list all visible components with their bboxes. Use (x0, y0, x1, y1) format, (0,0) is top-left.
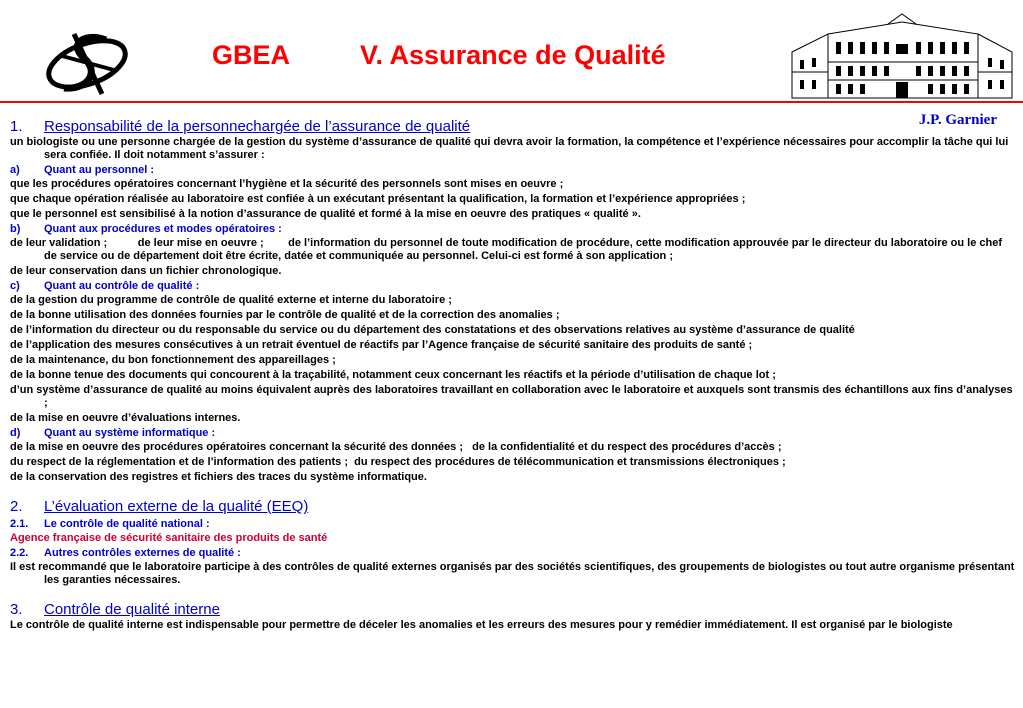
hospital-building-illustration-icon (788, 12, 1016, 104)
section-1-intro: un biologiste ou une personne chargée de la gestion du système d’assurance de qualité qui devra avoir la formation, la compétence et l’expérience nécessaires pour accomplir la tâche qui lui sera confiée. Il doit notamment s’assurer : (10, 136, 1009, 161)
agency-name: Agence française de sécurité sanitaire des produits de santé (10, 532, 328, 544)
list-item: de la bonne utilisation des données fournies par le contrôle de qualité et de la correction des anomalies ; (10, 309, 560, 321)
list-item: du respect de la réglementation et de l’information des patients ; du respect des procédures de télécommunication et transmissions électroniques ; (10, 456, 786, 468)
section-2-heading: 2. L’évaluation externe de la qualité (EEQ) (10, 498, 309, 515)
page-title (212, 40, 666, 71)
list-item: de la mise en oeuvre d’évaluations internes. (10, 412, 241, 424)
section-2-text: Il est recommandé que le laboratoire participe à des contrôles de qualité externes organisés par des sociétés scientifiques, des groupements de biologistes ou tout autre organisme présentant les garanties nécessaires. (10, 561, 1015, 586)
list-item: de la gestion du programme de contrôle de qualité externe et interne du laboratoire ; (10, 294, 452, 306)
subsection-b-label: b) Quant aux procédures et modes opératoires : (10, 223, 282, 235)
subsection-2-1-label: 2.1. Le contrôle de qualité national : (10, 518, 210, 530)
list-item: de l’application des mesures consécutives à un retrait éventuel de réactifs par l’Agence française de sécurité sanitaire des produits de santé ; (10, 339, 753, 351)
section-3-heading: 3. Contrôle de qualité interne (10, 601, 220, 618)
gbea-monogram-logo-icon (44, 30, 130, 98)
list-item: de la conservation des registres et fichiers des traces du système informatique. (10, 471, 427, 483)
list-item: d’un système d’assurance de qualité au moins équivalent auprès des laboratoires travaillant en collaboration avec le laboratoire et auxquels sont transmis des échantillons aux fins d’analyses ; (10, 384, 1013, 409)
author-name: J.P. Garnier (918, 112, 997, 128)
section-3-text: Le contrôle de qualité interne est indispensable pour permettre de déceler les anomalies et les erreurs des mesures pour y remédier immédiatement. Il est organisé par le biologiste (10, 619, 953, 631)
subsection-2-2-label: 2.2. Autres contrôles externes de qualité : (10, 547, 241, 559)
title-chapter: V. Assurance de Qualité (360, 40, 666, 70)
list-item: que les procédures opératoires concernant l’hygiène et la sécurité des personnels sont mises en oeuvre ; (10, 178, 564, 190)
header-divider (0, 101, 1023, 103)
list-item: que chaque opération réalisée au laboratoire est confiée à un exécutant présentant la qualification, la formation et l’expérience appropriées ; (10, 193, 746, 205)
subsection-a-label: a) Quant au personnel : (10, 164, 155, 176)
list-item: de l’information du directeur ou du responsable du service ou du département des constatations et des observations relatives au système d’assurance de qualité (10, 324, 855, 336)
list-item: de la mise en oeuvre des procédures opératoires concernant la sécurité des données ; de la confidentialité et du respect des procédures d’accès ; (10, 441, 782, 453)
list-item: de la bonne tenue des documents qui concourent à la traçabilité, notamment ceux concernant les réactifs et la période d’utilisation de chaque lot ; (10, 369, 776, 381)
list-item: que le personnel est sensibilisé à la notion d’assurance de qualité et formé à la mise en oeuvre des pratiques « qualité ». (10, 208, 641, 220)
list-item: de leur conservation dans un fichier chronologique. (10, 265, 282, 277)
title-gbea: GBEA (212, 40, 291, 70)
list-item: de leur validation ; de leur mise en oeuvre ; de l’information du personnel de toute modification de procédure, cette modification approuvée par le directeur du laboratoire ou le chef de service ou de département doit être écrite, datée et communiquée au personnel. Celui-ci est formé à son application ; (10, 237, 1006, 262)
subsection-c-label: c) Quant au contrôle de qualité : (10, 280, 200, 292)
list-item: de la maintenance, du bon fonctionnement des appareillages ; (10, 354, 336, 366)
section-1-heading: 1. Responsabilité de la personnechargée de l’assurance de qualité (10, 118, 471, 135)
subsection-d-label: d) Quant au système informatique : (10, 427, 216, 439)
slide-body (10, 118, 1015, 634)
